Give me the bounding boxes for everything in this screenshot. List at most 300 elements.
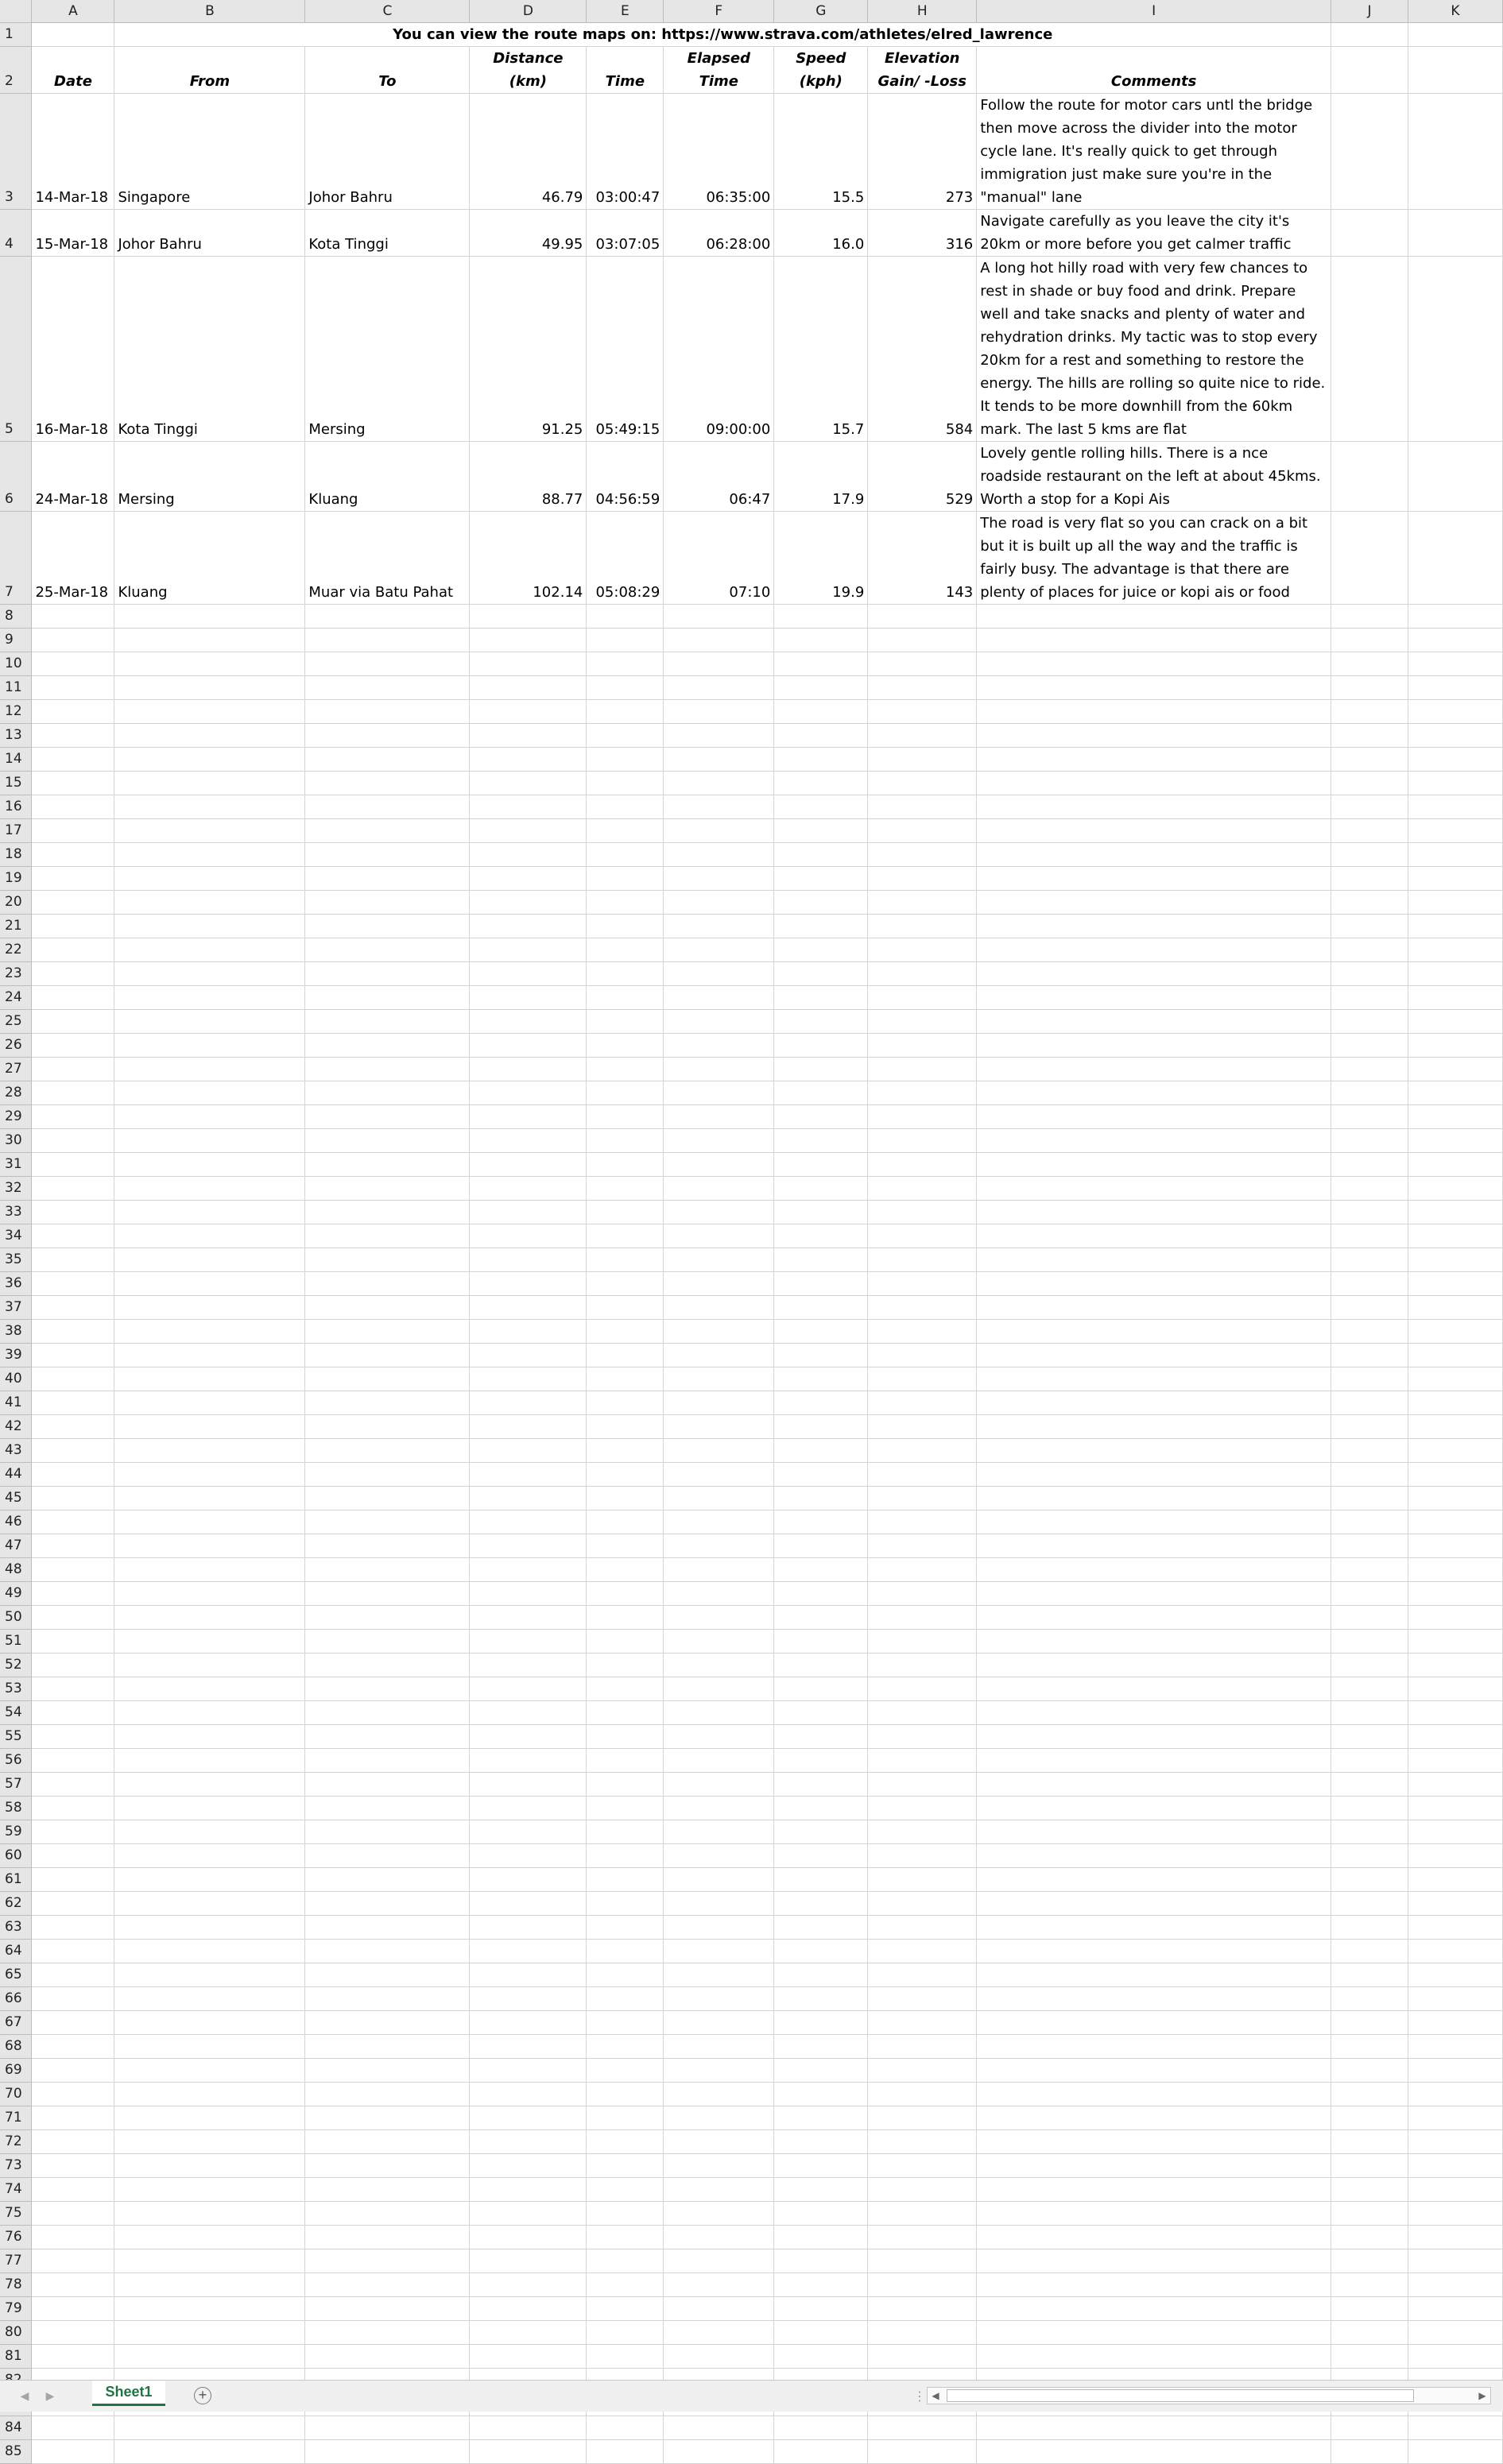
cell[interactable] xyxy=(1331,1892,1408,1916)
cell[interactable] xyxy=(32,2273,114,2297)
cell-elapsed[interactable]: 06:35:00 xyxy=(664,94,774,210)
cell[interactable] xyxy=(868,1844,977,1868)
cell-distance[interactable]: 88.77 xyxy=(470,442,587,512)
cell[interactable] xyxy=(664,772,774,795)
cell[interactable] xyxy=(305,1439,470,1463)
cell[interactable] xyxy=(32,1296,114,1320)
cell[interactable] xyxy=(1408,2345,1502,2369)
cell-time[interactable]: 04:56:59 xyxy=(587,442,664,512)
row-header[interactable]: 42 xyxy=(0,1415,32,1439)
cell[interactable] xyxy=(587,2273,664,2297)
cell[interactable] xyxy=(470,1797,587,1820)
cell[interactable] xyxy=(868,795,977,819)
cell[interactable] xyxy=(587,1773,664,1797)
cell[interactable] xyxy=(305,676,470,700)
cell[interactable] xyxy=(305,986,470,1010)
cell[interactable] xyxy=(664,1701,774,1725)
cell[interactable] xyxy=(305,2416,470,2440)
row-header[interactable]: 55 xyxy=(0,1725,32,1749)
cell[interactable] xyxy=(1331,1463,1408,1487)
cell[interactable] xyxy=(587,1105,664,1129)
cell[interactable] xyxy=(32,1391,114,1415)
cell[interactable] xyxy=(305,2226,470,2249)
cell[interactable] xyxy=(774,1010,868,1034)
cell-speed[interactable]: 15.7 xyxy=(774,257,868,442)
cell[interactable] xyxy=(1331,23,1408,47)
cell[interactable] xyxy=(32,1224,114,1248)
cell[interactable] xyxy=(114,2083,305,2106)
cell[interactable] xyxy=(1331,2416,1408,2440)
cell[interactable] xyxy=(32,2202,114,2226)
row-header[interactable]: 2 xyxy=(0,47,32,94)
cell-elapsed[interactable]: 09:00:00 xyxy=(664,257,774,442)
cell[interactable] xyxy=(1408,819,1502,843)
cell[interactable] xyxy=(1331,1916,1408,1940)
cell[interactable] xyxy=(774,1749,868,1773)
cell[interactable] xyxy=(470,1081,587,1105)
cell[interactable] xyxy=(470,1272,587,1296)
cell[interactable] xyxy=(774,1439,868,1463)
cell[interactable] xyxy=(305,1654,470,1677)
cell[interactable] xyxy=(114,1153,305,1177)
cell-to[interactable]: Muar via Batu Pahat xyxy=(305,512,470,605)
cell[interactable] xyxy=(470,2011,587,2035)
row-header[interactable]: 35 xyxy=(0,1248,32,1272)
cell[interactable] xyxy=(1331,2035,1408,2059)
cell[interactable] xyxy=(868,1058,977,1081)
cell[interactable] xyxy=(977,2011,1331,2035)
cell[interactable] xyxy=(977,748,1331,772)
cell[interactable] xyxy=(977,1511,1331,1534)
cell[interactable] xyxy=(977,1058,1331,1081)
cell[interactable] xyxy=(470,772,587,795)
cell[interactable] xyxy=(32,2226,114,2249)
cell[interactable] xyxy=(32,1344,114,1367)
cell[interactable] xyxy=(305,1606,470,1630)
cell[interactable] xyxy=(774,1630,868,1654)
cell[interactable] xyxy=(868,2416,977,2440)
cell[interactable] xyxy=(977,1320,1331,1344)
cell[interactable] xyxy=(1331,257,1408,442)
cell[interactable] xyxy=(305,867,470,891)
cell[interactable] xyxy=(1331,2106,1408,2130)
cell[interactable] xyxy=(1408,1916,1502,1940)
cell[interactable] xyxy=(470,2083,587,2106)
tab-scroll-splitter-icon[interactable]: ⋮ xyxy=(913,2390,926,2404)
cell[interactable] xyxy=(114,986,305,1010)
cell[interactable] xyxy=(664,962,774,986)
cell[interactable] xyxy=(114,795,305,819)
cell[interactable] xyxy=(1331,2130,1408,2154)
cell[interactable] xyxy=(305,1511,470,1534)
cell[interactable] xyxy=(868,1010,977,1034)
cell[interactable] xyxy=(587,1940,664,1963)
select-all-corner[interactable] xyxy=(0,0,32,23)
cell[interactable] xyxy=(587,724,664,748)
row-header[interactable]: 66 xyxy=(0,1987,32,2011)
cell[interactable] xyxy=(32,1487,114,1511)
cell[interactable] xyxy=(305,1797,470,1820)
cell[interactable] xyxy=(114,843,305,867)
cell[interactable] xyxy=(32,2249,114,2273)
scrollbar-thumb[interactable] xyxy=(947,2389,1414,2402)
row-header[interactable]: 73 xyxy=(0,2154,32,2178)
cell[interactable] xyxy=(774,1511,868,1534)
cell[interactable] xyxy=(1408,2440,1502,2464)
cell[interactable] xyxy=(1408,1725,1502,1749)
cell[interactable] xyxy=(664,2154,774,2178)
cell[interactable] xyxy=(1408,629,1502,652)
cell[interactable] xyxy=(1331,1987,1408,2011)
row-header[interactable]: 70 xyxy=(0,2083,32,2106)
cell[interactable] xyxy=(114,2226,305,2249)
cell[interactable] xyxy=(470,1701,587,1725)
cell[interactable] xyxy=(1331,2297,1408,2321)
cell[interactable] xyxy=(587,2440,664,2464)
row-header[interactable]: 32 xyxy=(0,1177,32,1201)
cell[interactable] xyxy=(774,1844,868,1868)
cell[interactable] xyxy=(587,795,664,819)
cell[interactable] xyxy=(114,1630,305,1654)
cell[interactable] xyxy=(1331,867,1408,891)
cell[interactable] xyxy=(868,1558,977,1582)
scroll-tabs-right-icon[interactable]: ▶ xyxy=(45,2389,55,2402)
cell[interactable] xyxy=(1408,1797,1502,1820)
cell[interactable] xyxy=(1408,676,1502,700)
row-header[interactable]: 20 xyxy=(0,891,32,915)
cell[interactable] xyxy=(977,1868,1331,1892)
cell[interactable] xyxy=(1331,1797,1408,1820)
cell[interactable] xyxy=(1408,1773,1502,1797)
cell[interactable] xyxy=(305,2345,470,2369)
cell[interactable] xyxy=(868,1296,977,1320)
cell[interactable] xyxy=(1408,1058,1502,1081)
cell[interactable] xyxy=(664,1963,774,1987)
cell[interactable] xyxy=(664,1630,774,1654)
cell[interactable] xyxy=(774,629,868,652)
cell[interactable] xyxy=(470,1296,587,1320)
cell[interactable] xyxy=(587,1058,664,1081)
cell-date[interactable]: 15-Mar-18 xyxy=(32,210,114,257)
cell[interactable] xyxy=(114,1654,305,1677)
cell[interactable] xyxy=(664,2035,774,2059)
cell[interactable] xyxy=(868,1177,977,1201)
cell[interactable] xyxy=(114,915,305,938)
row-header[interactable]: 33 xyxy=(0,1201,32,1224)
scroll-right-icon[interactable]: ▶ xyxy=(1478,2390,1486,2401)
row-header[interactable]: 31 xyxy=(0,1153,32,1177)
row-header[interactable]: 69 xyxy=(0,2059,32,2083)
cell[interactable] xyxy=(305,2011,470,2035)
cell[interactable] xyxy=(774,1701,868,1725)
cell[interactable] xyxy=(868,1105,977,1129)
cell[interactable] xyxy=(114,1320,305,1344)
cell[interactable] xyxy=(1331,1868,1408,1892)
column-header-j[interactable]: J xyxy=(1331,0,1408,23)
cell[interactable] xyxy=(305,2083,470,2106)
cell[interactable] xyxy=(977,700,1331,724)
cell[interactable] xyxy=(977,2297,1331,2321)
cell[interactable] xyxy=(664,1582,774,1606)
cell[interactable] xyxy=(664,748,774,772)
cell[interactable] xyxy=(470,938,587,962)
cell[interactable] xyxy=(774,2106,868,2130)
cell[interactable] xyxy=(587,1558,664,1582)
cell[interactable] xyxy=(774,2297,868,2321)
cell[interactable] xyxy=(470,1320,587,1344)
cell-speed[interactable]: 19.9 xyxy=(774,512,868,605)
cell[interactable] xyxy=(32,1820,114,1844)
cell[interactable] xyxy=(977,1463,1331,1487)
cell[interactable] xyxy=(868,1201,977,1224)
cell[interactable] xyxy=(114,2321,305,2345)
cell[interactable] xyxy=(774,2416,868,2440)
cell[interactable] xyxy=(587,1582,664,1606)
cell[interactable] xyxy=(114,1439,305,1463)
cell[interactable] xyxy=(774,891,868,915)
cell[interactable] xyxy=(977,867,1331,891)
cell[interactable] xyxy=(114,1534,305,1558)
row-header[interactable]: 56 xyxy=(0,1749,32,1773)
row-header[interactable]: 46 xyxy=(0,1511,32,1534)
cell[interactable] xyxy=(470,2226,587,2249)
cell[interactable] xyxy=(774,700,868,724)
cell[interactable] xyxy=(977,1487,1331,1511)
cell[interactable] xyxy=(305,1081,470,1105)
cell[interactable] xyxy=(1331,1439,1408,1463)
row-header[interactable]: 58 xyxy=(0,1797,32,1820)
row-header[interactable]: 37 xyxy=(0,1296,32,1320)
cell[interactable] xyxy=(868,1129,977,1153)
cell[interactable] xyxy=(977,2106,1331,2130)
cell[interactable] xyxy=(868,2297,977,2321)
cell[interactable] xyxy=(305,1916,470,1940)
cell[interactable] xyxy=(664,1868,774,1892)
row-header[interactable]: 45 xyxy=(0,1487,32,1511)
cell[interactable] xyxy=(664,2130,774,2154)
scroll-tabs-left-icon[interactable]: ◀ xyxy=(20,2389,29,2402)
cell[interactable] xyxy=(587,1415,664,1439)
cell[interactable] xyxy=(305,2178,470,2202)
cell[interactable] xyxy=(587,1010,664,1034)
cell[interactable] xyxy=(868,2154,977,2178)
cell[interactable] xyxy=(868,1630,977,1654)
cell-time[interactable]: 03:00:47 xyxy=(587,94,664,210)
cell[interactable] xyxy=(587,2106,664,2130)
cell[interactable] xyxy=(868,2249,977,2273)
cell[interactable] xyxy=(470,1820,587,1844)
cell[interactable] xyxy=(774,2321,868,2345)
cell[interactable] xyxy=(587,1177,664,1201)
cell-to[interactable]: Kluang xyxy=(305,442,470,512)
cell[interactable] xyxy=(664,1177,774,1201)
cell[interactable] xyxy=(774,724,868,748)
cell[interactable] xyxy=(1331,2249,1408,2273)
cell[interactable] xyxy=(977,915,1331,938)
cell-distance[interactable]: 49.95 xyxy=(470,210,587,257)
cell[interactable] xyxy=(1331,700,1408,724)
cell[interactable] xyxy=(977,1654,1331,1677)
cell[interactable] xyxy=(868,1701,977,1725)
cell[interactable] xyxy=(1331,724,1408,748)
column-title[interactable]: Elevation Gain/ -Loss xyxy=(868,47,977,94)
cell[interactable] xyxy=(1408,1987,1502,2011)
cell[interactable] xyxy=(664,2297,774,2321)
cell-to[interactable]: Kota Tinggi xyxy=(305,210,470,257)
cell[interactable] xyxy=(587,1963,664,1987)
cell[interactable] xyxy=(305,1701,470,1725)
cell[interactable] xyxy=(868,1963,977,1987)
cell[interactable] xyxy=(1331,1582,1408,1606)
cell[interactable] xyxy=(1408,1558,1502,1582)
cell[interactable] xyxy=(868,2345,977,2369)
cell[interactable] xyxy=(32,843,114,867)
cell-speed[interactable]: 16.0 xyxy=(774,210,868,257)
cell[interactable] xyxy=(868,843,977,867)
cell[interactable] xyxy=(470,1224,587,1248)
cell[interactable] xyxy=(977,629,1331,652)
cell[interactable] xyxy=(32,1058,114,1081)
cell[interactable] xyxy=(587,1248,664,1272)
cell[interactable] xyxy=(305,2035,470,2059)
cell[interactable] xyxy=(774,2154,868,2178)
cell[interactable] xyxy=(114,1701,305,1725)
cell[interactable] xyxy=(114,748,305,772)
cell[interactable] xyxy=(868,891,977,915)
cell[interactable] xyxy=(1408,1177,1502,1201)
cell[interactable] xyxy=(32,915,114,938)
row-header[interactable]: 81 xyxy=(0,2345,32,2369)
cell[interactable] xyxy=(305,2249,470,2273)
cell[interactable] xyxy=(774,1940,868,1963)
cell[interactable] xyxy=(1408,1701,1502,1725)
cell[interactable] xyxy=(32,652,114,676)
cell[interactable] xyxy=(977,1105,1331,1129)
cell[interactable] xyxy=(977,2416,1331,2440)
cell[interactable] xyxy=(1331,2202,1408,2226)
cell[interactable] xyxy=(1331,986,1408,1010)
row-header[interactable]: 75 xyxy=(0,2202,32,2226)
row-header[interactable]: 43 xyxy=(0,1439,32,1463)
cell[interactable] xyxy=(1408,1391,1502,1415)
cell[interactable] xyxy=(32,1773,114,1797)
cell-comments[interactable]: The road is very flat so you can crack on a bit but it is built up all the way and the traffic is fairly busy. The advantage is that there are plenty of places for juice or kopi ais or food xyxy=(977,512,1331,605)
row-header[interactable]: 54 xyxy=(0,1701,32,1725)
cell[interactable] xyxy=(868,2321,977,2345)
cell-from[interactable]: Johor Bahru xyxy=(114,210,305,257)
cell[interactable] xyxy=(587,1677,664,1701)
cell-comments[interactable]: A long hot hilly road with very few chances to rest in shade or buy food and drink. Prepare well and take snacks and plenty of water and rehydration drinks. My tactic was to stop every 20km for a rest and something to restore the energy. The hills are rolling so quite nice to ride. It tends to be more downhill from the 60km mark. The last 5 kms are flat xyxy=(977,257,1331,442)
cell[interactable] xyxy=(664,1105,774,1129)
row-header[interactable]: 48 xyxy=(0,1558,32,1582)
cell[interactable] xyxy=(868,1749,977,1773)
cell[interactable] xyxy=(1331,1701,1408,1725)
cell[interactable] xyxy=(470,1844,587,1868)
cell[interactable] xyxy=(774,1296,868,1320)
cell[interactable] xyxy=(470,1773,587,1797)
cell[interactable] xyxy=(868,986,977,1010)
cell[interactable] xyxy=(1331,1272,1408,1296)
cell[interactable] xyxy=(1331,891,1408,915)
cell[interactable] xyxy=(774,1058,868,1081)
cell[interactable] xyxy=(664,938,774,962)
cell[interactable] xyxy=(305,2202,470,2226)
row-header[interactable]: 60 xyxy=(0,1844,32,1868)
cell[interactable] xyxy=(868,1940,977,1963)
cell[interactable] xyxy=(664,819,774,843)
cell[interactable] xyxy=(470,1534,587,1558)
cell-date[interactable]: 25-Mar-18 xyxy=(32,512,114,605)
cell[interactable] xyxy=(114,1034,305,1058)
cell[interactable] xyxy=(1331,1081,1408,1105)
cell[interactable] xyxy=(774,1963,868,1987)
cell[interactable] xyxy=(305,772,470,795)
row-header[interactable]: 85 xyxy=(0,2440,32,2464)
cell[interactable] xyxy=(868,819,977,843)
cell[interactable] xyxy=(1331,1058,1408,1081)
cell[interactable] xyxy=(305,1844,470,1868)
cell[interactable] xyxy=(470,1058,587,1081)
cell[interactable] xyxy=(664,1391,774,1415)
row-header[interactable]: 47 xyxy=(0,1534,32,1558)
cell[interactable] xyxy=(1408,1963,1502,1987)
cell[interactable] xyxy=(977,1272,1331,1296)
cell[interactable] xyxy=(1408,962,1502,986)
cell[interactable] xyxy=(1408,47,1502,94)
cell[interactable] xyxy=(774,1248,868,1272)
cell[interactable] xyxy=(114,2202,305,2226)
cell[interactable] xyxy=(1408,1248,1502,1272)
cell[interactable] xyxy=(470,1916,587,1940)
cell[interactable] xyxy=(470,748,587,772)
cell[interactable] xyxy=(114,1677,305,1701)
cell[interactable] xyxy=(868,1773,977,1797)
cell[interactable] xyxy=(587,700,664,724)
cell[interactable] xyxy=(664,891,774,915)
cell[interactable] xyxy=(1408,2416,1502,2440)
cell[interactable] xyxy=(587,1844,664,1868)
cell[interactable] xyxy=(32,629,114,652)
cell[interactable] xyxy=(1408,605,1502,629)
cell-from[interactable]: Mersing xyxy=(114,442,305,512)
cell[interactable] xyxy=(305,2154,470,2178)
cell[interactable] xyxy=(664,1677,774,1701)
cell[interactable] xyxy=(470,1749,587,1773)
cell[interactable] xyxy=(1331,2226,1408,2249)
cell[interactable] xyxy=(470,1963,587,1987)
row-header[interactable]: 76 xyxy=(0,2226,32,2249)
cell[interactable] xyxy=(1331,2011,1408,2035)
column-header-h[interactable]: H xyxy=(868,0,977,23)
cell[interactable] xyxy=(32,795,114,819)
cell[interactable] xyxy=(1331,2083,1408,2106)
cell[interactable] xyxy=(1408,1201,1502,1224)
cell[interactable] xyxy=(587,1344,664,1367)
cell[interactable] xyxy=(977,1749,1331,1773)
cell[interactable] xyxy=(664,915,774,938)
cell[interactable] xyxy=(977,1916,1331,1940)
cell[interactable] xyxy=(32,676,114,700)
cell[interactable] xyxy=(32,1844,114,1868)
column-header-g[interactable]: G xyxy=(774,0,868,23)
cell[interactable] xyxy=(664,1940,774,1963)
row-header[interactable]: 18 xyxy=(0,843,32,867)
column-title[interactable]: Elapsed Time xyxy=(664,47,774,94)
cell[interactable] xyxy=(868,1224,977,1248)
cell[interactable] xyxy=(774,2035,868,2059)
cell[interactable] xyxy=(470,1892,587,1916)
cell[interactable] xyxy=(664,843,774,867)
